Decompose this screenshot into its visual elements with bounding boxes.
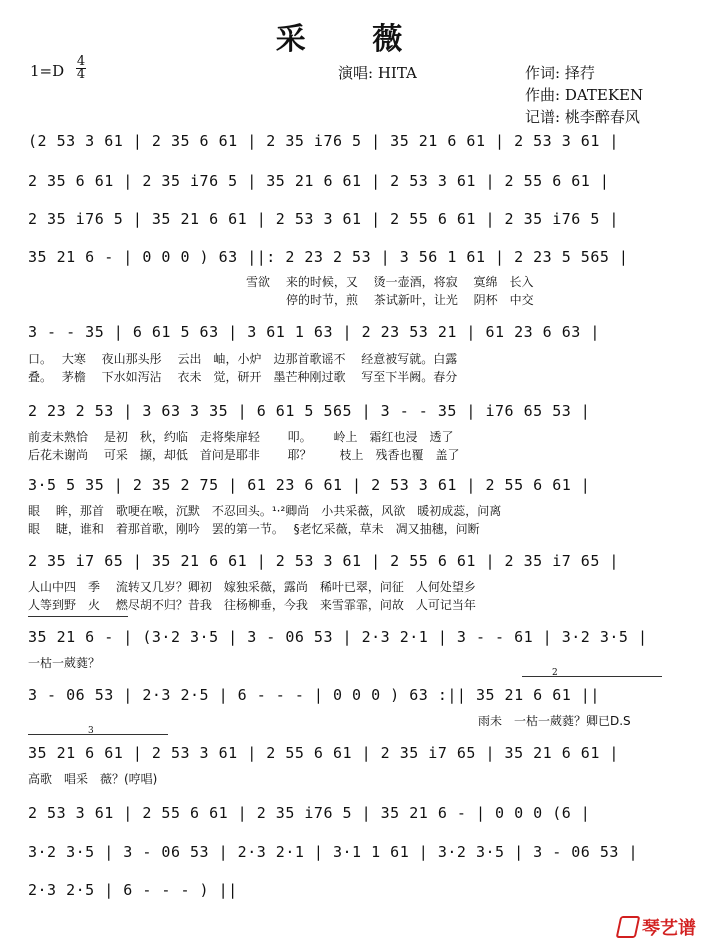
time-signature — [76, 56, 86, 81]
notation-row-4: 35 21 6 - | 0 0 0 ) 63 ||: 2 23 2 53 | 3 56 1 61 | 2 23 5 565 | — [28, 248, 629, 266]
transcriber-credit: 记谱: 桃李醉春风 — [525, 108, 640, 126]
third-ending-bracket — [28, 734, 168, 735]
second-ending-number: 2 — [552, 668, 558, 678]
notation-row-6: 2 23 2 53 | 3 63 3 35 | 6 61 5 565 | 3 - - 35 | i76 65 53 | — [28, 402, 591, 420]
notation-row-8: 2 35 i7 65 | 35 21 6 61 | 2 53 3 61 | 2 55 6 61 | 2 35 i7 65 | — [28, 552, 619, 570]
notation-row-10: 3 - 06 53 | 2·3 2·5 | 6 - - - | 0 0 0 ) 63 :|| 35 21 6 61 || — [28, 686, 600, 704]
lyric-row-10: 雨未 一枯一葳蕤？卿已D.S — [478, 714, 631, 728]
lyric-row-5a: 口。 大寒 夜山那头彤 云出 岫，小炉 边那首歌谣不 经意被写就。白露 — [28, 352, 458, 366]
site-logo[interactable] — [618, 914, 696, 940]
logo-text: 琴艺谱 — [642, 918, 696, 939]
time-signature-bottom: 4 — [76, 67, 86, 82]
lyric-row-7b: 眼 睫，谁和 着那首歌，刚吟 罢的第一节。 §老忆采薇，草未 凋又抽穗，问断 — [28, 522, 480, 536]
notation-row-9: 35 21 6 - | (3·2 3·5 | 3 - 06 53 | 2·3 2·1 | 3 - - 61 | 3·2 3·5 | — [28, 628, 648, 646]
lyricist-credit: 作词: 择荇 — [525, 64, 595, 82]
third-ending-number: 3 — [88, 726, 94, 736]
notation-row-5: 3 - - 35 | 6 61 5 63 | 3 61 1 63 | 2 23 53 21 | 61 23 6 63 | — [28, 323, 600, 341]
notation-row-12: 2 53 3 61 | 2 55 6 61 | 2 35 i76 5 | 35 21 6 - | 0 0 0 (6 | — [28, 804, 591, 822]
song-title: 采 薇 — [275, 22, 431, 57]
first-ending-bracket — [28, 616, 128, 617]
lyric-row-4a: 雪欲 来的时候，又 烫一壶酒，将寂 寞绵 长入 — [246, 275, 534, 289]
notation-row-11: 35 21 6 61 | 2 53 3 61 | 2 55 6 61 | 2 35 i7 65 | 35 21 6 61 | — [28, 744, 619, 762]
lyric-row-7a: 眼 眸，那首 歌哽在喉，沉默 不忍回头。¹·²卿尚 小共采薇，风欲 暖初成蕊，问离 — [28, 504, 502, 518]
notation-row-7: 3·5 5 35 | 2 35 2 75 | 61 23 6 61 | 2 53 3 61 | 2 55 6 61 | — [28, 476, 591, 494]
notation-row-2: 2 35 6 61 | 2 35 i76 5 | 35 21 6 61 | 2 53 3 61 | 2 55 6 61 | — [28, 172, 610, 190]
logo-icon — [616, 916, 641, 938]
time-signature-top: 4 — [76, 54, 86, 69]
lyric-row-11: 高歌 唱采 薇？(哼唱) — [28, 772, 158, 786]
lyric-row-6b: 后花未谢尚 可采 撷，却低 首问是耶非 耶？ 枝上 残香也覆 盖了 — [28, 448, 460, 462]
notation-row-1: (2 53 3 61 | 2 35 6 61 | 2 35 i76 5 | 35 21 6 61 | 2 53 3 61 | — [28, 132, 619, 150]
singer-credit: 演唱: HITA — [338, 64, 417, 82]
lyric-row-4b: 停的时节，煎 茶试新叶，让光 阴杯 中交 — [286, 293, 534, 307]
notation-row-14: 2·3 2·5 | 6 - - - ) || — [28, 881, 238, 899]
lyric-row-9: 一枯一葳蕤？ — [28, 656, 101, 670]
key-signature: 1=D — [30, 62, 65, 80]
composer-credit: 作曲: DATEKEN — [525, 86, 644, 104]
notation-row-13: 3·2 3·5 | 3 - 06 53 | 2·3 2·1 | 3·1 1 61 | 3·2 3·5 | 3 - 06 53 | — [28, 843, 638, 861]
notation-row-3: 2 35 i76 5 | 35 21 6 61 | 2 53 3 61 | 2 55 6 61 | 2 35 i76 5 | — [28, 210, 619, 228]
lyric-row-5b: 叠。 茅檐 下水如泻沾 衣未 觉，研开 墨芒种刚过歌 写至下半阙。春分 — [28, 370, 458, 384]
lyric-row-8b: 人等到野 火 燃尽胡不归？昔我 往杨柳垂，今我 来雪霏霏，问故 人可记当年 — [28, 598, 476, 612]
lyric-row-6a: 前麦未熟恰 是初 秋，约临 走将柴扉轻 叩。 岭上 霜红也浸 透了 — [28, 430, 454, 444]
second-ending-bracket — [522, 676, 662, 677]
lyric-row-8a: 人山中四 季 流转又几岁？卿初 嫁独采薇，露尚 稀叶已翠，问征 人何处望乡 — [28, 580, 476, 594]
